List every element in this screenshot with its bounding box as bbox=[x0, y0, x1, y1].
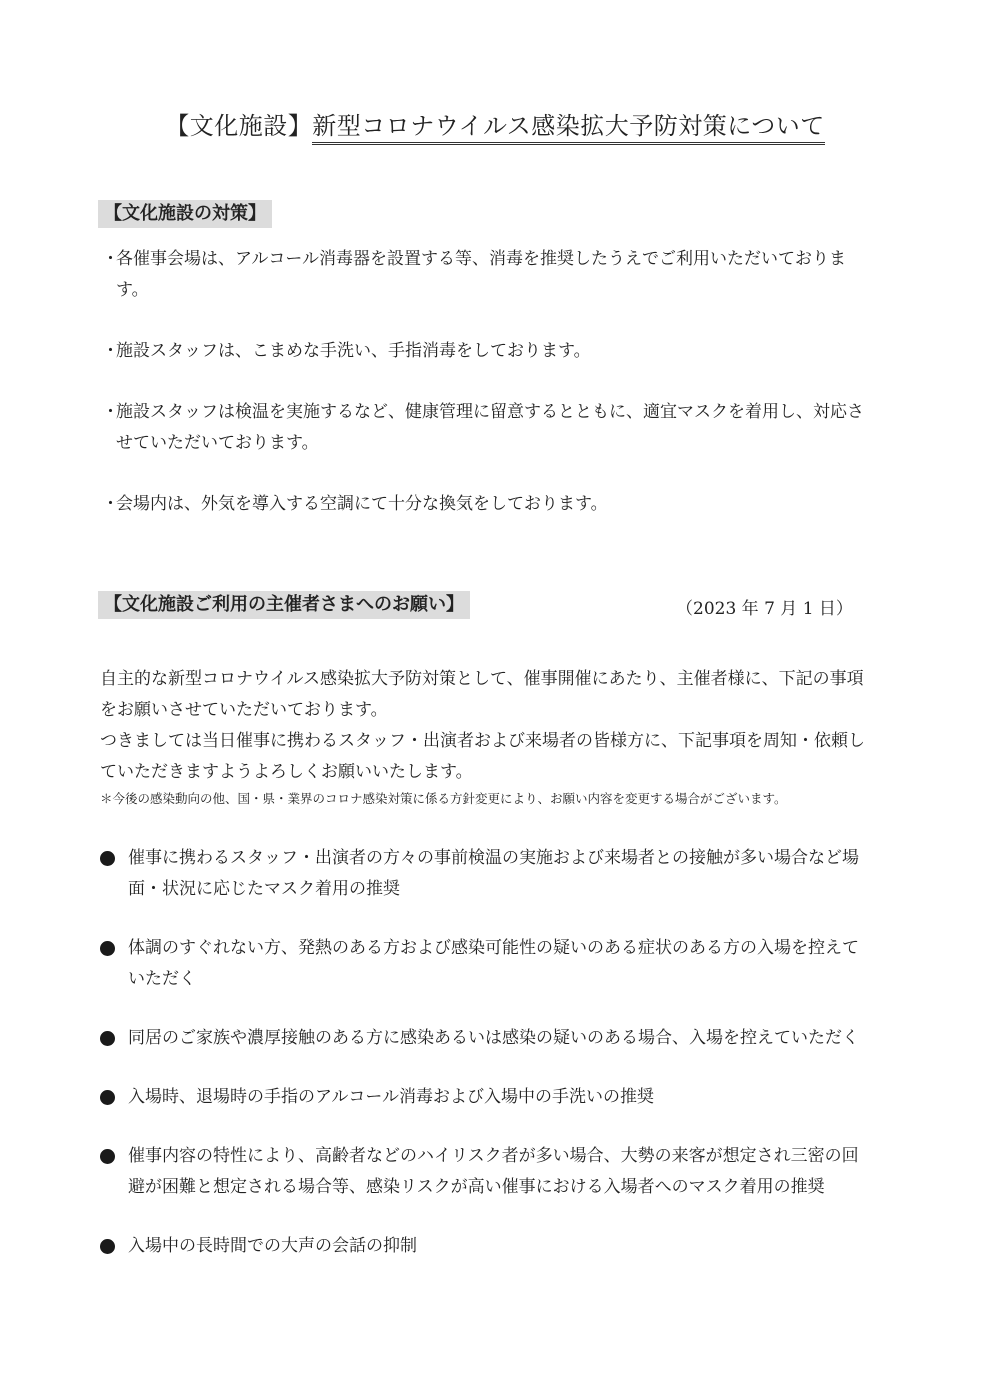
measure-text: 施設スタッフは検温を実施するなど、健康管理に留意するとともに、適宜マスクを着用し、対応させていただいております。 bbox=[116, 402, 864, 453]
facility-measures-list bbox=[102, 244, 872, 520]
facility-measures-heading: 【文化施設の対策】 bbox=[98, 200, 272, 228]
page-title bbox=[0, 106, 990, 141]
organizer-requests-list bbox=[100, 843, 875, 1262]
list-item bbox=[102, 336, 872, 367]
list-item bbox=[100, 1231, 875, 1262]
organizer-requests-heading: 【文化施設ご利用の主催者さまへのお願い】 bbox=[98, 591, 470, 619]
title-main: 新型コロナウイルス感染拡大予防対策について bbox=[312, 112, 825, 145]
intro-paragraph bbox=[100, 664, 875, 788]
request-text: 入場中の長時間での大声の会話の抑制 bbox=[128, 1236, 417, 1256]
bullet-dot: ・ bbox=[102, 402, 119, 422]
list-item bbox=[100, 1082, 875, 1113]
intro-text: つきましては当日催事に携わるスタッフ・出演者および来場者の皆様方に、下記事項を周知・依頼していただきますようよろしくお願いいたします。 bbox=[100, 731, 865, 782]
list-item bbox=[100, 933, 875, 995]
list-item bbox=[100, 843, 875, 905]
request-text: 入場時、退場時の手指のアルコール消毒および入場中の手洗いの推奨 bbox=[128, 1087, 654, 1107]
request-text: 同居のご家族や濃厚接触のある方に感染あるいは感染の疑いのある場合、入場を控えていただく bbox=[128, 1028, 859, 1048]
measure-text: 会場内は、外気を導入する空調にて十分な換気をしております。 bbox=[116, 494, 608, 514]
bullet-icon bbox=[100, 1239, 115, 1254]
bullet-icon bbox=[100, 941, 115, 956]
bullet-dot: ・ bbox=[102, 494, 119, 514]
measure-text: 各催事会場は、アルコール消毒器を設置する等、消毒を推奨したうえでご利用いただいております。 bbox=[116, 249, 846, 300]
request-text: 催事に携わるスタッフ・出演者の方々の事前検温の実施および来場者との接触が多い場合など場面・状況に応じたマスク着用の推奨 bbox=[128, 848, 859, 899]
list-item bbox=[102, 397, 872, 459]
list-item bbox=[100, 1023, 875, 1054]
list-item bbox=[102, 489, 872, 520]
list-item bbox=[102, 244, 872, 306]
effective-date: （2023 年 7 月 1 日） bbox=[676, 599, 853, 619]
bullet-icon bbox=[100, 1031, 115, 1046]
bullet-icon bbox=[100, 851, 115, 866]
bullet-icon bbox=[100, 1090, 115, 1105]
request-text: 体調のすぐれない方、発熱のある方および感染可能性の疑いのある症状のある方の入場を控えていただく bbox=[128, 938, 859, 989]
policy-note: ＊今後の感染動向の他、国・県・業界のコロナ感染対策に係る方針変更により、お願い内容を変更する場合がございます。 bbox=[100, 791, 787, 806]
intro-text: 自主的な新型コロナウイルス感染拡大予防対策として、催事開催にあたり、主催者様に、下記の事項をお願いさせていただいております。 bbox=[100, 669, 864, 720]
list-item bbox=[100, 1141, 875, 1203]
title-prefix: 【文化施設】 bbox=[165, 112, 313, 140]
bullet-dot: ・ bbox=[102, 249, 119, 269]
bullet-dot: ・ bbox=[102, 341, 119, 361]
bullet-icon bbox=[100, 1149, 115, 1164]
request-text: 催事内容の特性により、高齢者などのハイリスク者が多い場合、大勢の来客が想定され三密の回避が困難と想定される場合等、感染リスクが高い催事における入場者へのマスク着用の推奨 bbox=[128, 1146, 859, 1197]
measure-text: 施設スタッフは、こまめな手洗い、手指消毒をしております。 bbox=[116, 341, 591, 361]
